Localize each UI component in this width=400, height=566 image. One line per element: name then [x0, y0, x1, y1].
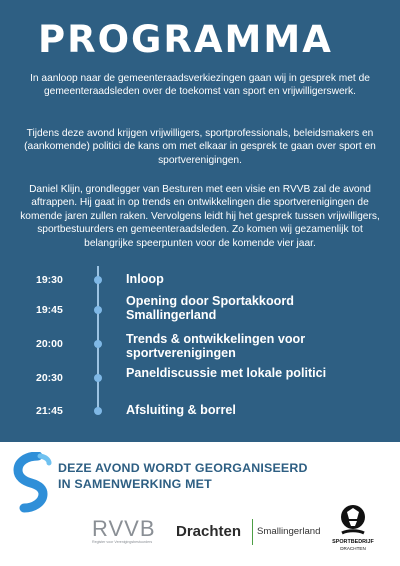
- timeline-dot: [94, 374, 102, 382]
- schedule-label: Opening door Sportakkoord Smallingerland: [126, 294, 294, 322]
- timeline-dot: [94, 407, 102, 415]
- schedule-label: Trends & ontwikkelingen voor sportverenigingen: [126, 332, 306, 360]
- sportbedrijf-name: SPORTBEDRIJF: [332, 539, 374, 545]
- drachten-logo: Drachten: [176, 523, 242, 540]
- schedule-time: 20:00: [36, 338, 63, 350]
- schedule-time: 20:30: [36, 372, 63, 384]
- page-title: PROGRAMMA: [38, 18, 333, 61]
- collaboration-line-2: IN SAMENWERKING MET: [58, 477, 212, 491]
- s-logo-icon: [12, 452, 52, 514]
- timeline-dot: [94, 276, 102, 284]
- schedule-time: 19:30: [36, 274, 63, 286]
- schedule-time: 19:45: [36, 304, 63, 316]
- timeline-line: [97, 266, 99, 412]
- collaboration-heading: [58, 460, 338, 492]
- smallingerland-logo: Smallingerland: [257, 526, 321, 537]
- sportbedrijf-logo-icon: [338, 500, 368, 538]
- intro-paragraph-1: In aanloop naar de gemeenteraadsverkiezingen gaan wij in gesprek met de gemeenteraadsleden over de toekomst van sport en vrijwilligerswerk.: [30, 73, 370, 98]
- schedule-time: 21:45: [36, 405, 63, 417]
- rvvb-logo: RVVB: [92, 516, 156, 541]
- intro-paragraph-3: Daniel Klijn, grondlegger van Besturen met een visie en RVVB zal de avond aftrappen. Hij gaat in op trends en ontwikkelingen die sportverenigingen de komende jaren zullen raken. Vervolgens leidt hij het gesprek tussen vrijwilligers, sportbestuurders en gemeenteraadsleden. Zo komen wij gezamenlijk tot belangrijke speerpunten voor de komende vier jaar.: [20, 184, 380, 249]
- schedule-label: Paneldiscussie met lokale politici: [126, 366, 327, 380]
- collaboration-line-1: DEZE AVOND WORDT GEORGANISEERD: [58, 461, 308, 475]
- timeline-dot: [94, 306, 102, 314]
- logo-divider: [252, 519, 253, 545]
- schedule-label: Afsluiting & borrel: [126, 403, 236, 417]
- intro-paragraph-2: Tijdens deze avond krijgen vrijwilligers, sportprofessionals, beleidsmakers en (aankomende) politici de kans om met elkaar in gesprek te gaan over sport en sportverenigingen.: [24, 128, 376, 166]
- partners-section: [0, 442, 400, 566]
- schedule-label: Inloop: [126, 272, 164, 286]
- rvvb-tagline: Register voor Verenigingsbestuurders: [92, 540, 153, 544]
- timeline-dot: [94, 340, 102, 348]
- sportbedrijf-subtitle: DRACHTEN: [340, 546, 366, 551]
